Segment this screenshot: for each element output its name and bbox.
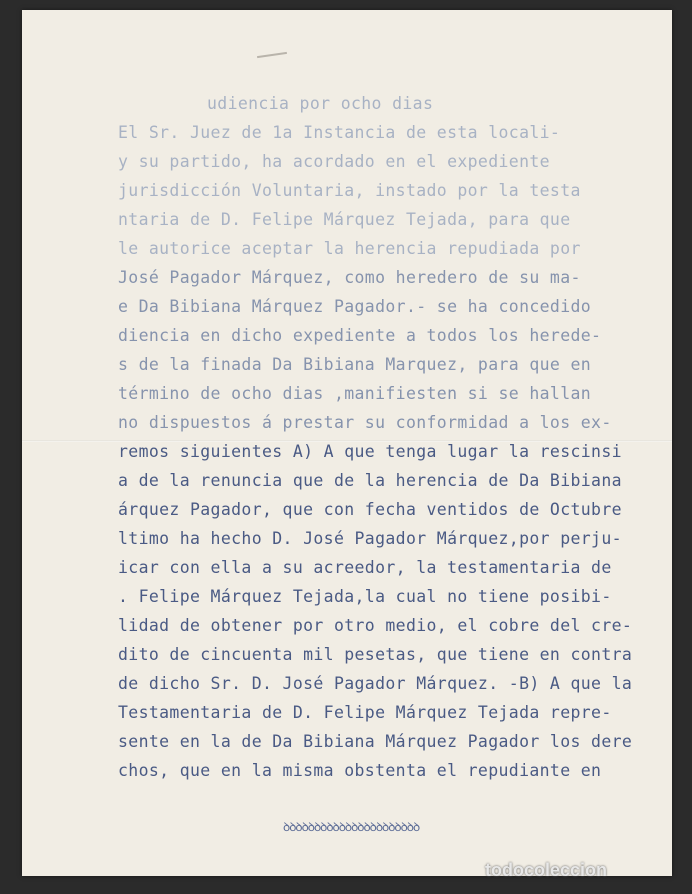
text-line: El Sr. Juez de 1a Instancia de esta locali- [118,123,561,142]
text-line: a de la renuncia que de la herencia de Da Bibiana [118,471,622,490]
text-line: Testamentaria de D. Felipe Márquez Tejada repre- [118,703,612,722]
text-line: término de ocho dias ,manifiesten si se hallan [118,384,592,403]
pencil-mark [257,52,287,58]
text-line: José Pagador Márquez, como heredero de su ma- [118,268,581,287]
text-line: lidad de obtener por otro medio, el cobre del cre- [118,616,633,635]
text-line: ltimo ha hecho D. José Pagador Márquez,por perju- [118,529,622,548]
text-line: le autorice aceptar la herencia repudiada por [118,239,581,258]
text-line: . Felipe Márquez Tejada,la cual no tiene posibi- [118,587,612,606]
text-line: ntaria de D. Felipe Márquez Tejada, para que [118,210,571,229]
text-line: udiencia por ocho dias [207,94,434,113]
text-line: sente en la de Da Bibiana Márquez Pagador los dere [118,732,633,751]
text-line: y su partido, ha acordado en el expediente [118,152,550,171]
text-line: icar con ella a su acreedor, la testamentaria de [118,558,612,577]
watermark-logo: todocoleccion [485,860,608,880]
text-line: remos siguientes A) A que tenga lugar la rescinsi [118,442,622,461]
text-line: dito de cincuenta mil pesetas, que tiene en contra [118,645,633,664]
text-line: e Da Bibiana Márquez Pagador.- se ha concedido [118,297,592,316]
text-line: chos, que en la misma obstenta el repudiante en [118,761,602,780]
text-line: de dicho Sr. D. José Pagador Márquez. -B) A que la [118,674,633,693]
text-line: diencia en dicho expediente a todos los herede- [118,326,602,345]
document-page [22,10,672,876]
text-line: árquez Pagador, que con fecha ventidos de Octubre [118,500,622,519]
text-line: jurisdicción Voluntaria, instado por la testa [118,181,581,200]
ornamental-rule: ꝺꝺꝺꝺꝺꝺꝺꝺꝺꝺꝺꝺꝺꝺꝺꝺꝺꝺꝺꝺꝺꝺ [283,820,420,834]
text-line: s de la finada Da Bibiana Marquez, para que en [118,355,592,374]
text-line: no dispuestos á prestar su conformidad a los ex- [118,413,612,432]
